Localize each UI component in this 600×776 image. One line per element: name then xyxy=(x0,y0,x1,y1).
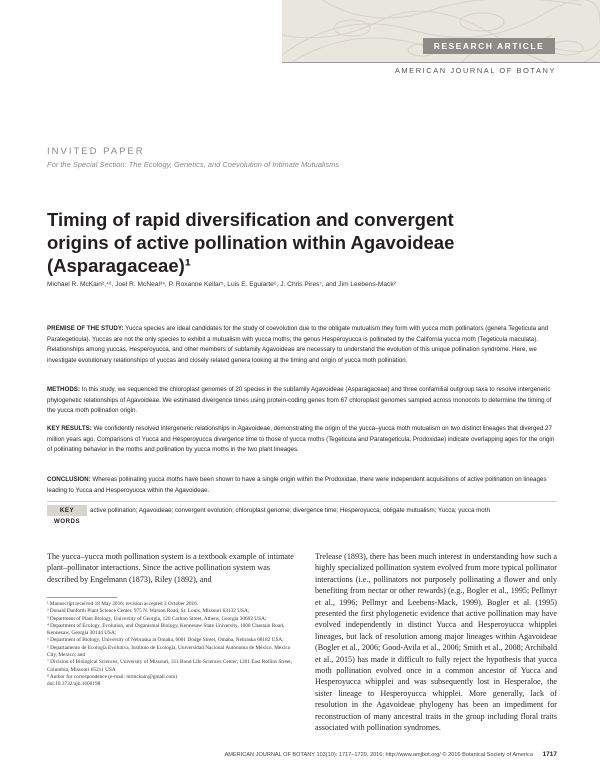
footnote-affiliation: ⁶ Departamento de Ecología Evolutiva, Instituto de Ecología, Universidad Nacional Autónoma de México, Mexico City, Mexico; and xyxy=(47,644,291,659)
abstract-methods xyxy=(47,385,557,417)
right-column-paragraph: Trelease (1893), there has been much interest in understanding how such a highly specialized pollination system evolved from more typical pollinator interactions (i.e., pollinators not purposely pollinating a flower and only benefiting from nectar or other rewards) (e.g., Bogler et al., 1995; Pellmyr et al., 1996; Pellmyr and Leebens-Mack, 1999). Bogler et al. (1995) presented the first phylogenetic evidence that active pollination may have evolved independently in distinct Yucca and Hesperoyucca whipplei lineages, but lack of resolution among major lineages within Agavoideae (Bogler et al., 2006; Good-Avila et al., 2006; Smith et al., 2008; Archibald et al., 2015) has made it difficult to fully reject the hypothesis that yucca moth pollination evolved once in a common ancestor of Yucca and Hesperoyucca whipplei and was subsequently lost in Hesperaloe, the sister lineage to Hesperoyucca whipplei. More generally, lack of resolution in the Agavoideae phylogeny has been an impediment for reconstruction of many ancestral traits in the group including floral traits associated with pollination syndromes. xyxy=(315,552,557,733)
footnote-affiliation: ⁵ Department of Biology, University of Nebraska at Omaha, 6001 Dodge Street, Omaha, Nebraska 68182 USA; xyxy=(47,637,284,644)
abstract-conclusion-label: CONCLUSION: xyxy=(47,476,91,483)
footnote-affiliation: ⁷ Division of Biological Sciences, University of Missouri, 311 Bond Life Sciences Center, 1201 East Rollins Street, Columbia, Missouri 65211 USA xyxy=(47,659,293,673)
abstract-premise xyxy=(47,324,557,366)
keywords-divider xyxy=(47,501,557,502)
journal-name: AMERICAN JOURNAL OF BOTANY xyxy=(394,66,556,75)
footnote-divider xyxy=(47,597,117,598)
keywords-label: KEY WORDS xyxy=(47,505,87,516)
section-label: INVITED PAPER xyxy=(47,146,145,157)
footnote-affiliation: ³ Department of Plant Biology, University of Georgia, 120 Carlton Street, Athens, Georgia 30602 USA; xyxy=(47,615,267,622)
author-list: Michael R. McKain²,⁴⁶, Joel R. McNeal³⁴, P. Roxanne Kellar⁵, Luis E. Eguiarte⁶, J. Chris Pires⁷, and Jim Leebens-Mack² xyxy=(47,281,396,288)
footnote-manuscript: ¹ Manuscript received 18 May 2016; revision accepted 3 October 2016. xyxy=(47,601,199,607)
keywords-list: active pollination; Agavoideae; convergent evolution; chloroplast genome; divergence time; Hesperoyucca; obligate mutualism; Yucca; yucca moth xyxy=(90,507,490,514)
page-number: 1717 xyxy=(542,751,557,758)
abstract-premise-text: Yucca species are ideal candidates for the study of coevolution due to the obligate mutualism they form with yucca moth pollinators (genera Tegeticula and Parategeticula). Yuccas are not the only species to exhibit a mutualism with yucca moths; the genus Hesperoyucca is pollinated by the California yucca moth (Tegeticula maculata). Relationships among yuccas, Hesperoyucca, and other members of subfamily Agavoideae are necessary to understand the evolution of this unique pollination syndrome. Here, we investigate evolutionary relationships of yuccas and closely related genera looking at the timing and origin of yucca moth pollination. xyxy=(47,325,549,364)
abstract-conclusion-text: Whereas pollinating yucca moths have been shown to have a single origin within the Prodoxidae, there were independent acquisitions of active pollination on lineages leading to Yucca and Hesperoyucca within the Agavoideae. xyxy=(47,476,547,494)
abstract-methods-text: In this study, we sequenced the chloroplast genomes of 20 species in the subfamily Agavoideae (Asparagaceae) and three confamilial outgroup taxa to resolve intergeneric phylogenetic relationships of Agavoideae. We estimated divergence times using protein-coding genes from 67 chloroplast genomes sampled across monocots to determine the timing of the yucca moth pollination origin. xyxy=(47,386,552,414)
header-divider xyxy=(282,62,600,63)
intro-paragraph: The yucca–yucca moth pollination system is a textbook example of intimate plant–pollinator interactions. Since the active pollination system was described by Engelmann (1873), Riley (1892), and xyxy=(47,552,294,584)
article-title: Timing of rapid diversification and convergent origins of active pollination within Agavoideae (Asparagaceae)¹ xyxy=(47,209,455,276)
special-section-note: For the Special Section: The Ecology, Genetics, and Coevolution of Intimate Mutualisms xyxy=(47,160,340,169)
abstract-premise-label: PREMISE OF THE STUDY: xyxy=(47,325,124,332)
footnote-correspondence: ⁸ Author for correspondence (e-mail: mrmckain@gmail.com) xyxy=(47,673,177,680)
abstract-conclusion xyxy=(47,475,557,496)
page-footer xyxy=(47,751,557,758)
abstract-methods-label: METHODS: xyxy=(47,386,80,393)
article-type-badge: RESEARCH ARTICLE xyxy=(423,38,555,54)
abstract-key-results-label: KEY RESULTS: xyxy=(47,425,92,432)
footer-citation: AMERICAN JOURNAL OF BOTANY 103(10): 1717–1729, 2016; http://www.amjbot.org/ © 2016 Botanical Society of America xyxy=(224,752,533,758)
footnote-doi: doi:10.3732/ajb.1600198 xyxy=(47,681,101,688)
footnote-affiliation: ² Donald Danforth Plant Science Center, 975 N. Warson Road, St. Louis, Missouri 63132 USA; xyxy=(47,608,250,615)
footnotes xyxy=(47,601,295,689)
footnote-affiliation: ⁴ Department of Ecology, Evolution, and Organismal Biology, Kennesaw State University, 1000 Chastain Road, Kennesaw, Georgia 30144 USA; xyxy=(47,622,285,637)
abstract-key-results-text: We confidently resolved intergeneric relationships in Agavoideae, demonstrating the origin of the yucca–yucca moth mutualism on two distinct lineages that diverged 27 million years ago. Comparisons of Yucca and Hesperoyucca divergence time to those of yucca moths (Tegeticula and Parategeticula, Prodoxidae) indicate overlapping ages for the origin of pollinating behavior in the moths and pollination by yucca moths in the two plant lineages. xyxy=(47,425,555,453)
abstract-key-results xyxy=(47,424,557,456)
